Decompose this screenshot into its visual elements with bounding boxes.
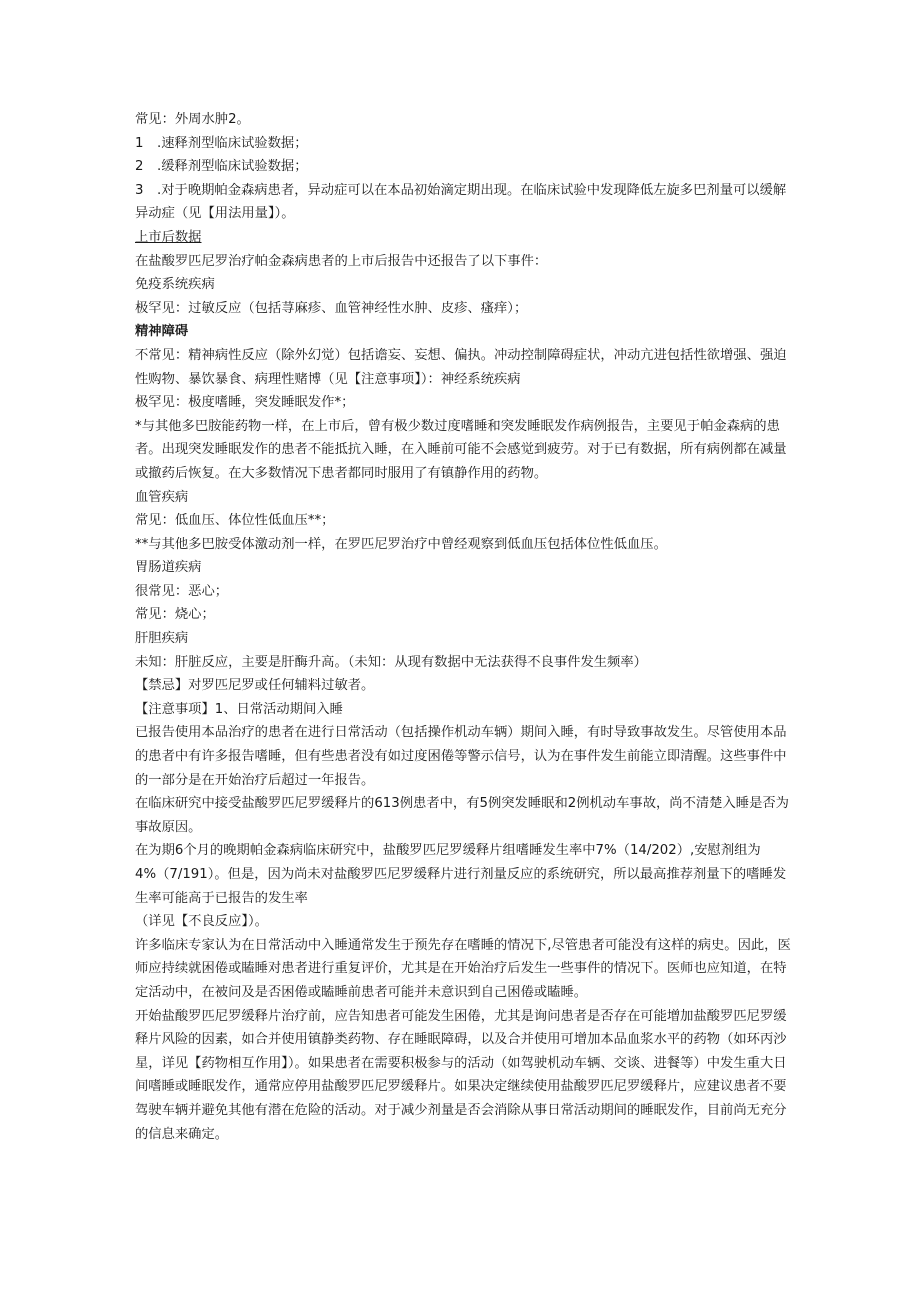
item-number: 3 — [135, 182, 144, 198]
paragraph-text: 常见：低血压、体位性低血压**； — [135, 513, 335, 529]
paragraph — [135, 108, 795, 132]
paragraph — [135, 603, 795, 627]
paragraph-text: 已报告使用本品治疗的患者在进行日常活动（包括操作机动车辆）期间入睡，有时导致事故发生。尽管使用本品的患者中有许多报告嗜睡，但有些患者没有如过度困倦等警示信号，认为在事件发生前能立即清醒。这些事件中的一部分是在开始治疗后超过一年报告。 — [135, 725, 787, 788]
category-heading — [135, 627, 795, 651]
paragraph-text: 在为期6个月的晚期帕金森病临床研究中，盐酸罗匹尼罗缓释片组嗜睡发生率中7%（14/202）,安慰剂组为4%（7/191）。但是，因为尚未对盐酸罗匹尼罗缓释片进行剂量反应的系统研究，所以最高推荐剂量下的嗜睡发生率可能高于已报告的发生率 — [135, 843, 787, 906]
paragraph-text: 在盐酸罗匹尼罗治疗帕金森病患者的上市后报告中还报告了以下事件： — [135, 253, 548, 269]
numbered-item — [135, 179, 795, 226]
paragraph — [135, 651, 795, 675]
footnote — [135, 533, 795, 557]
heading-text: 胃肠道疾病 — [135, 560, 202, 576]
item-text: .缓释剂型临床试验数据； — [157, 159, 308, 175]
paragraph-text: 常见：外周水肿2。 — [135, 112, 250, 127]
paragraph — [135, 250, 795, 274]
paragraph-text: 许多临床专家认为在日常活动中入睡通常发生于预先存在嗜睡的情况下,尽管患者可能没有这样的病史。因此，医师应持续就困倦或瞌睡对患者进行重复评价，尤其是在开始治疗后发生一些事件的情况下。医师也应知道，在特定活动中，在被问及是否困倦或瞌睡前患者可能并未意识到自己困倦或瞌睡。 — [135, 937, 791, 1000]
paragraph — [135, 509, 795, 533]
paragraph — [135, 792, 795, 839]
heading-text: 上市后数据 — [135, 229, 202, 245]
heading-text: 精神障碍 — [135, 324, 189, 340]
heading-text: 【注意事项】1、日常活动期间入睡 — [135, 701, 343, 717]
category-heading — [135, 486, 795, 510]
document-body — [135, 108, 795, 1146]
item-number: 2 — [135, 159, 144, 175]
category-heading — [135, 320, 795, 344]
paragraph-text: （详见【不良反应】）。 — [135, 914, 268, 930]
paragraph — [135, 934, 795, 1005]
paragraph-text: 极罕见：过敏反应（包括荨麻疹、血管神经性水肿、皮疹、瘙痒）； — [135, 300, 528, 316]
numbered-item — [135, 155, 795, 179]
numbered-item — [135, 132, 795, 156]
paragraph-text: 在临床研究中接受盐酸罗匹尼罗缓释片的613例患者中，有5例突发睡眠和2例机动车事故，尚不清楚入睡是否为事故原因。 — [135, 796, 789, 835]
paragraph-text: 常见：烧心； — [135, 607, 215, 623]
paragraph — [135, 721, 795, 792]
contraindications — [135, 674, 795, 698]
paragraph — [135, 1005, 795, 1147]
paragraph-text: 很常见：恶心； — [135, 583, 229, 599]
paragraph — [135, 297, 795, 321]
paragraph — [135, 580, 795, 604]
item-text: .对于晚期帕金森病患者，异动症可以在本品初始滴定期出现。在临床试验中发现降低左旋多巴剂量可以缓解异动症（见【用法用量】）。 — [135, 182, 787, 222]
section-heading — [135, 226, 795, 250]
item-text: .速释剂型临床试验数据； — [157, 135, 308, 151]
footnote-text: *与其他多巴胺能药物一样，在上市后，曾有极少数过度嗜睡和突发睡眠发作病例报告，主要见于帕金森病的患者。出现突发睡眠发作的患者不能抵抗入睡，在入睡前可能不会感觉到疲劳。对于已有数据，所有病例都在减量或撤药后恢复。在大多数情况下患者都同时服用了有镇静作用的药物。 — [135, 418, 787, 481]
paragraph — [135, 910, 795, 934]
heading-text: 免疫系统疾病 — [135, 277, 215, 293]
paragraph-text: 极罕见：极度嗜睡，突发睡眠发作*； — [135, 395, 355, 411]
paragraph — [135, 344, 795, 391]
paragraph — [135, 391, 795, 415]
heading-text: 血管疾病 — [135, 489, 189, 505]
paragraph-text: 未知：肝脏反应，主要是肝酶升高。（未知：从现有数据中无法获得不良事件发生频率） — [135, 654, 647, 670]
paragraph — [135, 839, 795, 910]
item-number: 1 — [135, 135, 144, 151]
category-heading — [135, 273, 795, 297]
footnote-text: **与其他多巴胺受体激动剂一样，在罗匹尼罗治疗中曾经观察到低血压包括体位性低血压。 — [135, 536, 667, 552]
paragraph-text: 不常见：精神病性反应（除外幻觉）包括谵妄、妄想、偏执。冲动控制障碍症状，冲动亢进包括性欲增强、强迫性购物、暴饮暴食、病理性赌博（见【注意事项】）：神经系统疾病 — [135, 347, 787, 387]
heading-text: 肝胆疾病 — [135, 631, 189, 647]
footnote — [135, 415, 795, 486]
paragraph-text: 【禁忌】对罗匹尼罗或任何辅料过敏者。 — [135, 678, 375, 694]
category-heading — [135, 556, 795, 580]
precautions-heading — [135, 698, 795, 722]
paragraph-text: 开始盐酸罗匹尼罗缓释片治疗前，应告知患者可能发生困倦，尤其是询问患者是否存在可能增加盐酸罗匹尼罗缓释片风险的因素，如合并使用镇静类药物、存在睡眠障碍，以及合并使用可增加本品血浆水平的药物（如环丙沙星，详见【药物相互作用】）。如果患者在需要积极参与的活动（如驾驶机动车辆、交谈、进餐等）中发生重大日间嗜睡或睡眠发作，通常应停用盐酸罗匹尼罗缓释片。如果决定继续使用盐酸罗匹尼罗缓释片，应建议患者不要驾驶车辆并避免其他有潜在危险的活动。对于减少剂量是否会消除从事日常活动期间的睡眠发作，目前尚无充分的信息来确定。 — [135, 1008, 787, 1142]
